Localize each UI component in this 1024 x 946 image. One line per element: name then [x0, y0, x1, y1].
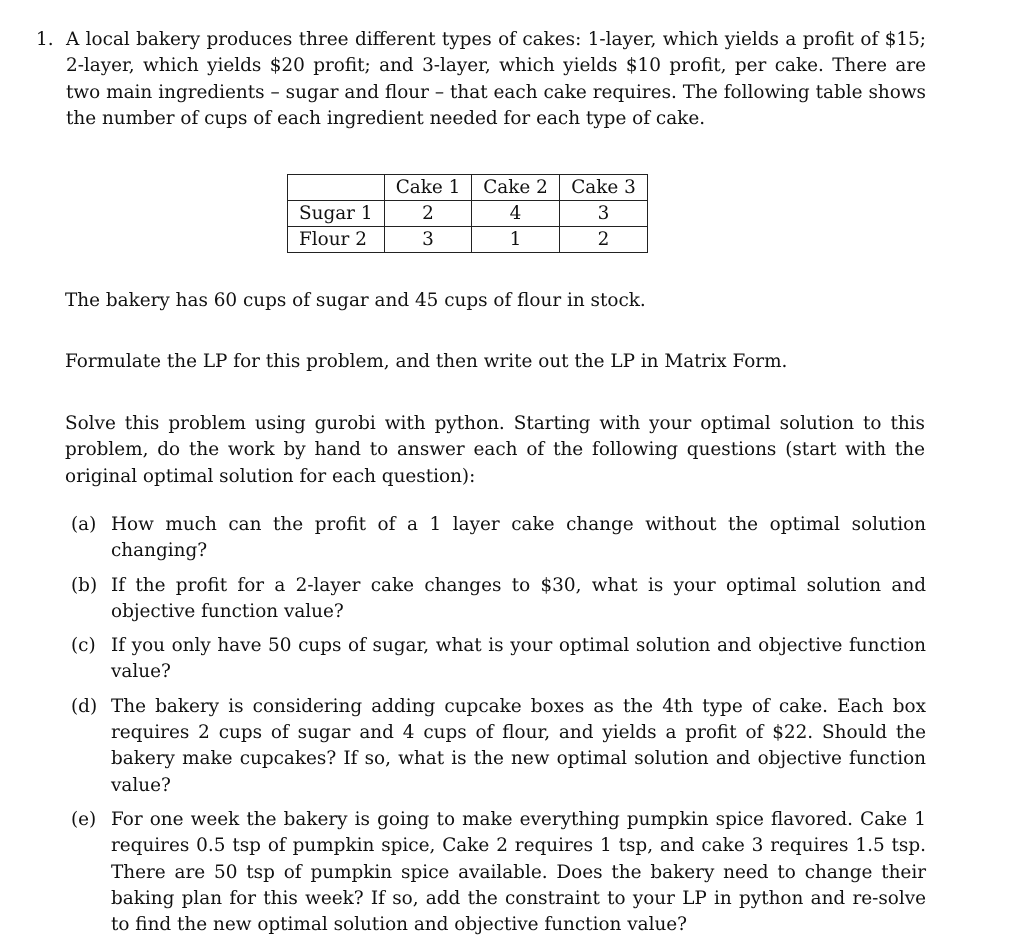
question-item-c [71, 633, 926, 686]
question-item-d [71, 694, 926, 799]
table-cell: 2 [385, 201, 472, 227]
table-cell: 4 [472, 201, 560, 227]
table-row-label: Sugar 1 [288, 201, 385, 227]
question-label: (a) [71, 514, 97, 535]
table-corner-cell [288, 175, 385, 201]
table-row-label: Flour 2 [288, 227, 385, 253]
solve-paragraph: Solve this problem using gurobi with python. Starting with your optimal solution to this problem, do the work by hand to answer each of the following questions (start with the original optimal solution for each question): [65, 413, 925, 487]
question-text: How much can the profit of a 1 layer cake change without the optimal solution changing? [111, 514, 926, 562]
table-header-cell: Cake 2 [472, 175, 560, 201]
problem-number: 1. [36, 29, 54, 50]
ingredient-table [287, 174, 648, 253]
table-row [288, 201, 648, 227]
stock-paragraph: The bakery has 60 cups of sugar and 45 cups of flour in stock. [65, 290, 646, 311]
question-item-e [71, 807, 926, 938]
question-label: (d) [71, 695, 98, 717]
problem-intro-text: A local bakery produces three different types of cakes: 1-layer, which yields a profit of $15; 2-layer, which yields $20 profit; and 3-layer, which yields $10 profit, per cake. There are two main ingredients – sugar and flour – that each cake requires. The following table shows the number of cups of each ingredient needed for each type of cake. [66, 29, 926, 129]
problem-intro [36, 27, 926, 132]
question-label: (e) [71, 808, 97, 830]
table-header-cell: Cake 1 [385, 175, 472, 201]
question-list [71, 512, 926, 946]
table-cell: 3 [385, 227, 472, 253]
question-item-b [71, 573, 926, 626]
question-label: (c) [71, 635, 96, 657]
table-row [288, 227, 648, 253]
table-cell: 2 [560, 227, 648, 253]
formulate-paragraph: Formulate the LP for this problem, and then write out the LP in Matrix Form. [65, 351, 788, 372]
question-text: If you only have 50 cups of sugar, what is your optimal solution and objective function value? [111, 635, 926, 683]
problem-1 [36, 27, 926, 936]
question-text: If the profit for a 2-layer cake changes to $30, what is your optimal solution and objective function value? [111, 574, 926, 622]
question-item-a [71, 512, 926, 565]
question-label: (b) [71, 574, 98, 596]
table-cell: 1 [472, 227, 560, 253]
table-header-row [288, 175, 648, 201]
table-header-cell: Cake 3 [560, 175, 648, 201]
question-text: The bakery is considering adding cupcake boxes as the 4th type of cake. Each box requires 2 cups of sugar and 4 cups of flour, and yields a profit of $22. Should the bakery make cupcakes? If so, what is the new optimal solution and objective function value? [111, 695, 926, 796]
question-text: For one week the bakery is going to make everything pumpkin spice flavored. Cake 1 requires 0.5 tsp of pumpkin spice, Cake 2 requires 1 tsp, and cake 3 requires 1.5 tsp. There are 50 tsp of pumpkin spice available. Does the bakery need to change their baking plan for this week? If so, add the constraint to your LP in python and re-solve to find the new optimal solution and objective function value? [111, 808, 926, 936]
table-cell: 3 [560, 201, 648, 227]
